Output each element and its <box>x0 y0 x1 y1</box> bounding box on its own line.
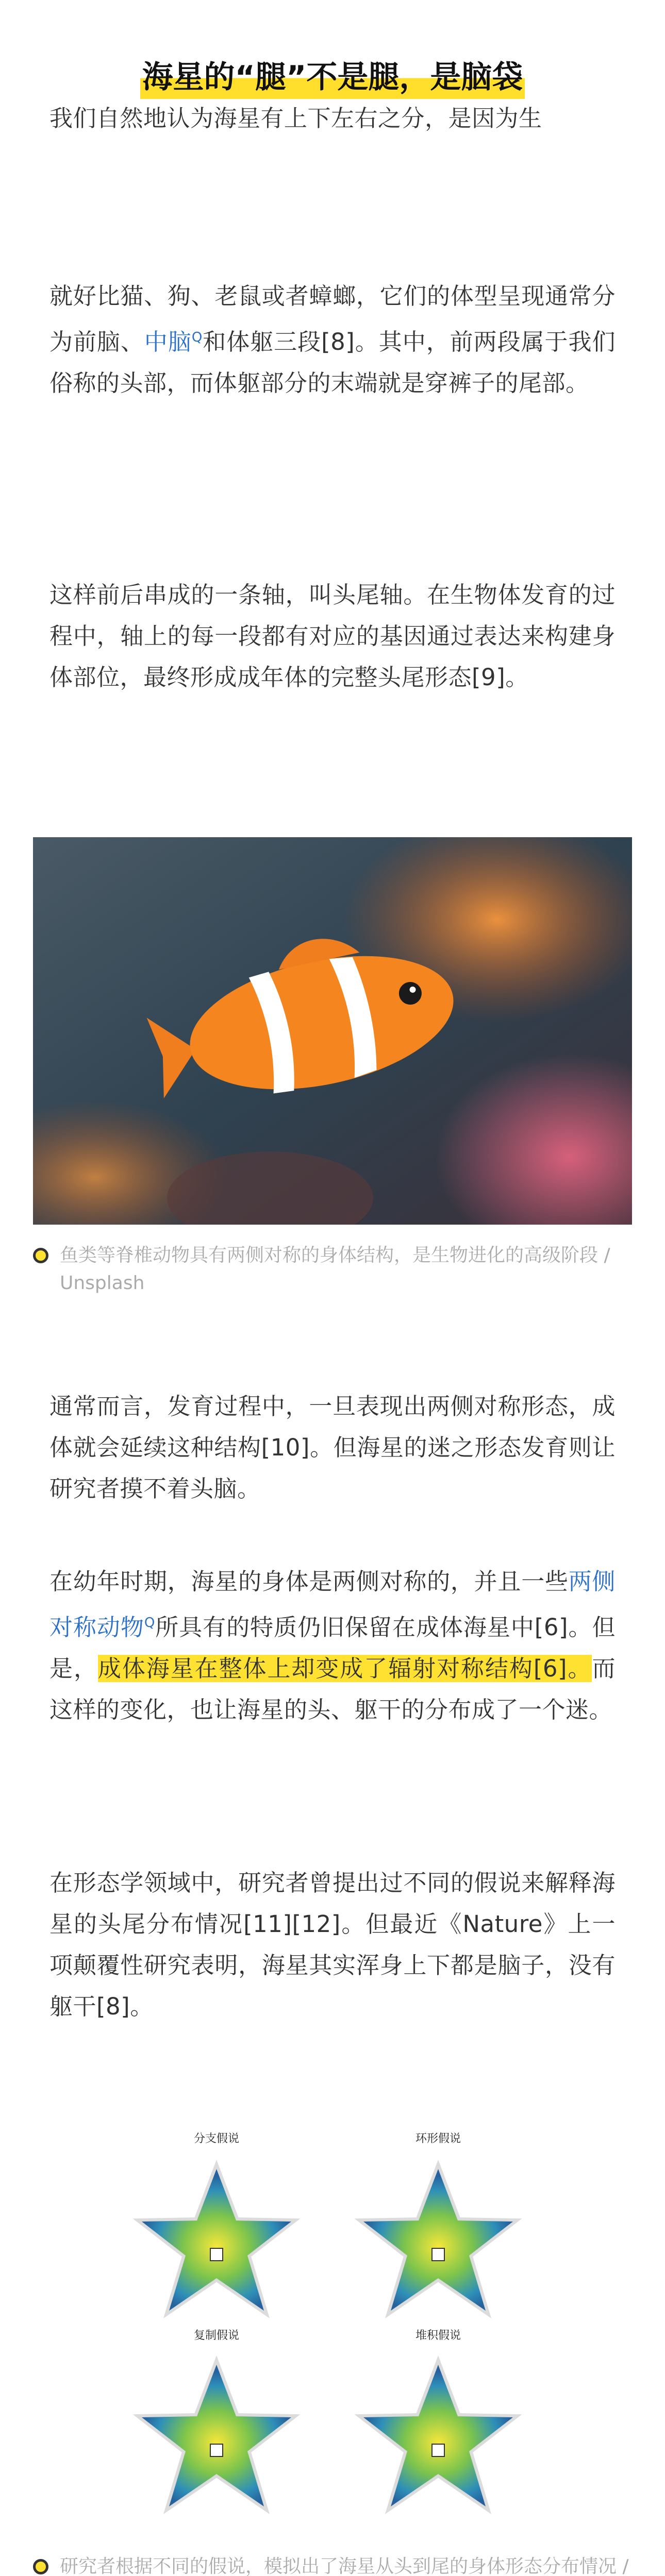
paragraph-1: 我们自然地认为海星有上下左右之分，是因为生 <box>49 105 542 132</box>
link-midbrain[interactable]: 中脑 <box>144 328 192 355</box>
paragraph-5-text-c: 而这样的变化，也让海星的头、躯干的分布成了一个迷。 <box>49 1655 616 1723</box>
paragraph-6: 在形态学领域中，研究者曾提出过不同的假说来解释海星的头尾分布情况[11][12]。但最近《Nature》上一项颠覆性研究表明，海星其实浑身上下都是脑子，没有躯干[8]。 <box>49 1869 616 2020</box>
paragraph-2-text-a: 就好比猫、狗、老鼠或者蟑螂，它们的体型呈现通常分为前脑、 <box>49 282 616 355</box>
clownfish-illustration <box>33 837 632 1225</box>
clownfish-photo <box>33 837 632 1225</box>
paragraph-4: 通常而言，发育过程中，一旦表现出两侧对称形态，成体就会延续这种结构[10]。但海星的迷之形态发育则让研究者摸不着头脑。 <box>49 1393 616 1502</box>
caption-bullet-icon <box>33 1248 48 1263</box>
caption-2: 研究者根据不同的假说，模拟出了海星从头到尾的身体形态分布情况 / <box>33 2553 632 2576</box>
hypothesis-label-4: 堆积假说 <box>415 2329 461 2342</box>
paragraph-3: 这样前后串成的一条轴，叫头尾轴。在生物体发育的过程中，轴上的每一段都有对应的基因通过表达来构建身体部位，最终形成成年体的完整头尾形态[9]。 <box>49 581 616 691</box>
hypothesis-figure <box>119 2107 546 2530</box>
article-title: 海星的“腿”不是腿，是脑袋 <box>140 56 525 99</box>
paragraph-5-text-a: 在幼年时期，海星的身体是两侧对称的，并且一些 <box>49 1568 569 1595</box>
starfish-hypotheses-diagram <box>119 2107 546 2530</box>
link-bilateral[interactable]: 两侧对称动物 <box>49 1568 616 1641</box>
caption-1: 鱼类等脊椎动物具有两侧对称的身体结构，是生物进化的高级阶段 / Unsplash <box>33 1242 632 1297</box>
paragraph-5-highlight: 成体海星在整体上却变成了辐射对称结构[6]。 <box>97 1655 592 1682</box>
search-icon: Q <box>191 330 203 345</box>
search-icon: Q <box>144 1615 155 1631</box>
title-wrap <box>0 56 665 99</box>
paragraph-2 <box>49 276 616 404</box>
caption-bullet-icon <box>33 2559 48 2574</box>
hypothesis-label-1: 分支假说 <box>193 2132 240 2145</box>
paragraph-5-text-b: 所具有的特质仍旧保留在成体海星中[6]。但是， <box>49 1614 616 1682</box>
hypothesis-label-3: 复制假说 <box>193 2329 240 2342</box>
paragraph-2-text-b: 和体躯三段[8]。其中，前两段属于我们俗称的头部，而体躯部分的末端就是穿裤子的尾部。 <box>49 328 616 397</box>
hypothesis-label-2: 环形假说 <box>415 2132 461 2145</box>
paragraph-5 <box>49 1561 616 1731</box>
